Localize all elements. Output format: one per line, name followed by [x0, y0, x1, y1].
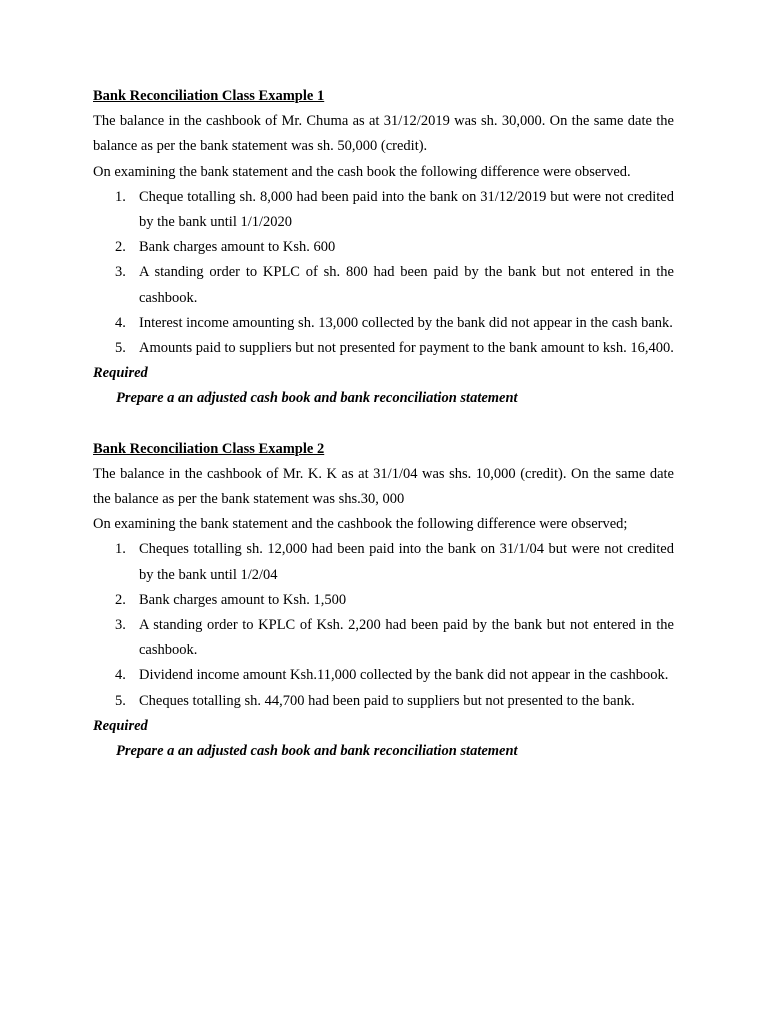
example-1-list — [93, 185, 674, 361]
list-item — [115, 235, 674, 260]
example-1-heading: Bank Reconciliation Class Example 1 — [93, 88, 325, 104]
example-2-task: Prepare a an adjusted cash book and bank reconciliation statement — [116, 743, 518, 760]
list-item — [115, 689, 674, 714]
list-item-text: Bank charges amount to Ksh. 1,500 — [139, 591, 347, 608]
list-item-number: 2. — [115, 239, 126, 256]
list-item-text: Cheques totalling sh. 12,000 had been paid into the bank on 31/1/04 but were not credited by the bank until 1/2/04 — [139, 541, 674, 583]
list-item-number: 5. — [115, 692, 126, 709]
example-2-heading: Bank Reconciliation Class Example 2 — [93, 440, 325, 457]
list-item-number: 2. — [115, 591, 126, 608]
list-item-text: Cheques totalling sh. 44,700 had been paid to suppliers but not presented to the bank. — [139, 692, 635, 709]
list-item-text: Bank charges amount to Ksh. 600 — [139, 239, 336, 256]
list-item — [115, 613, 674, 663]
example-2-section — [93, 437, 674, 765]
example-1-task: Prepare a an adjusted cash book and bank reconciliation statement — [116, 390, 518, 407]
example-1-intro: The balance in the cashbook of Mr. Chuma as at 31/12/2019 was sh. 30,000. On the same date the balance as per the bank statement was sh. 50,000 (credit). — [93, 113, 674, 155]
list-item-number: 5. — [115, 340, 126, 357]
example-2-intro: The balance in the cashbook of Mr. K. K as at 31/1/04 was shs. 10,000 (credit). On the same date the balance as per the bank statement was shs.30, 000 — [93, 465, 674, 508]
example-2-required-label: Required — [93, 717, 148, 734]
list-item-number: 4. — [115, 314, 126, 331]
list-item-number: 1. — [115, 541, 126, 558]
list-item-number: 3. — [115, 617, 126, 634]
list-item — [115, 185, 674, 235]
example-1-required-label: Required — [93, 365, 148, 382]
list-item-number: 4. — [115, 667, 126, 684]
list-item-text: A standing order to KPLC of sh. 800 had been paid by the bank but not entered in the cashbook. — [139, 264, 674, 306]
list-item-text: Cheque totalling sh. 8,000 had been paid into the bank on 31/12/2019 but were not credited by the bank until 1/1/2020 — [139, 188, 674, 231]
list-item-text: Amounts paid to suppliers but not presented for payment to the bank amount to ksh. 16,400. — [139, 340, 674, 357]
list-item — [115, 537, 674, 587]
list-item — [115, 588, 674, 613]
list-item-text: Dividend income amount Ksh.11,000 collected by the bank did not appear in the cashbook. — [139, 667, 669, 684]
list-item-number: 1. — [115, 188, 126, 205]
example-1-section — [93, 84, 674, 412]
example-2-list — [93, 537, 674, 713]
list-item — [115, 311, 674, 336]
list-item — [115, 260, 674, 310]
list-item — [115, 663, 674, 688]
example-2-observation: On examining the bank statement and the cashbook the following difference were observed; — [93, 516, 628, 533]
list-item-text: A standing order to KPLC of Ksh. 2,200 had been paid by the bank but not entered in the cashbook. — [139, 617, 674, 659]
list-item-number: 3. — [115, 264, 126, 281]
list-item-text: Interest income amounting sh. 13,000 collected by the bank did not appear in the cash bank. — [139, 314, 673, 331]
list-item — [115, 336, 674, 361]
example-1-observation: On examining the bank statement and the cash book the following difference were observed. — [93, 163, 631, 180]
